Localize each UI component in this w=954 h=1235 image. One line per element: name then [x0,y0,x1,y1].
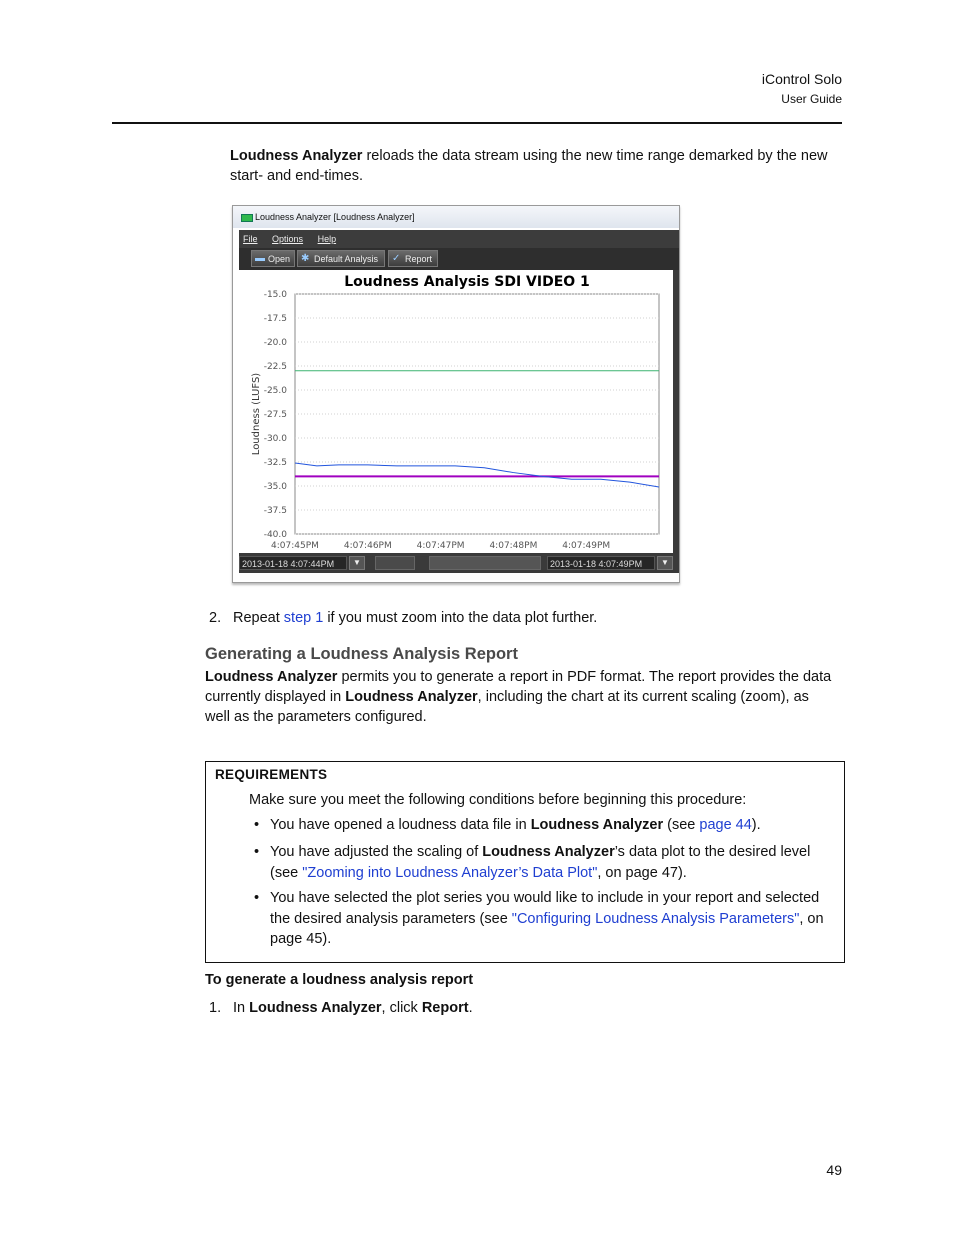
req1-mid: (see [663,817,700,833]
req1-bold: Loudness Analyzer [530,817,664,833]
section-text-1: permits you to generate a report in PDF format. The report provides the data currently displayed in [205,669,832,705]
header-rule [112,122,842,124]
menubar [239,230,679,248]
step-text: Repeat [233,610,284,626]
start-time-dropdown-icon[interactable]: ▼ [349,556,365,570]
requirements-intro: Make sure you meet the following conditions before beginning this procedure: [249,792,747,808]
step-2 [209,608,597,628]
doc-title: iControl Solo [761,71,842,87]
y-tick-label: -25.0 [263,386,287,396]
req1-post: ). [751,817,761,833]
time-range-bar [239,553,679,573]
bullet-icon: • [254,890,260,906]
x-tick-label: 4:07:48PM [489,541,538,551]
proc-pre: In [233,1000,250,1016]
y-axis-label: Loudness (LUFS) [251,372,262,456]
page-44-link[interactable]: page 44 [699,817,752,833]
default-analysis-label: Default Analysis [314,254,379,264]
procedure-step-number: 1. [209,1000,222,1016]
step-1-link[interactable]: step 1 [283,610,324,626]
range-left-handle[interactable] [375,556,415,570]
end-time-field[interactable]: 2013-01-18 4:07:49PM [547,556,655,570]
page-number: 49 [826,1162,842,1178]
end-time-dropdown-icon[interactable]: ▼ [657,556,673,570]
y-tick-label: -40.0 [263,530,287,540]
menu-file[interactable]: File [243,234,258,244]
window-title: Loudness Analyzer [Loudness Analyzer] [255,212,415,222]
chart-title: Loudness Analysis SDI VIDEO 1 [344,274,590,290]
report-label: Report [405,254,433,264]
start-time-field[interactable]: 2013-01-18 4:07:44PM [239,556,347,570]
app-icon [241,214,253,222]
y-tick-label: -27.5 [263,410,287,420]
folder-icon: ▬ [255,253,265,264]
step-text-end: if you must zoom into the data plot further. [323,610,598,626]
intro-text: reloads the data stream using the new time range demarked by the new start- and end-times. [230,148,828,184]
bullet-icon: • [254,817,260,833]
chart-area [239,270,679,552]
menu-options[interactable]: Options [272,234,304,244]
proc-mid: , click [381,1000,422,1016]
section-heading: Generating a Loudness Analysis Report [205,645,518,663]
req2-mid: ’s data plot to the desired level (see [270,844,811,881]
y-tick-label: -22.5 [263,362,287,372]
section-bold-1: Loudness Analyzer [205,669,338,685]
open-button[interactable] [251,250,295,267]
range-slider[interactable] [429,556,541,570]
procedure-step-1 [209,998,473,1018]
y-tick-label: -32.5 [263,458,287,468]
intro-paragraph [230,146,840,186]
requirement-item-2 [270,842,835,883]
y-tick-label: -30.0 [263,434,287,444]
req2-pre: You have adjusted the scaling of [270,844,483,860]
section-bold-2: Loudness Analyzer [345,689,478,705]
section-paragraph [205,667,837,727]
y-tick-label: -17.5 [263,314,287,324]
analysis-icon: ✱ [301,253,310,264]
x-tick-label: 4:07:49PM [562,541,611,551]
y-tick-label: -37.5 [263,506,287,516]
doc-subtitle: User Guide [781,92,842,106]
procedure-heading: To generate a loudness analysis report [205,972,474,988]
open-label: Open [268,254,291,264]
requirements-heading: REQUIREMENTS [215,767,328,782]
y-tick-label: -20.0 [263,338,287,348]
toolbar [239,248,679,270]
menu-help[interactable]: Help [317,234,337,244]
proc-bold-1: Loudness Analyzer [249,1000,382,1016]
zooming-link[interactable]: "Zooming into Loudness Analyzer’s Data Plot" [302,864,598,881]
section-text-2: , including the chart at its current scaling (zoom), as well as the parameters configured. [205,689,809,725]
window-titlebar [233,206,679,228]
requirement-item-1 [270,815,835,836]
default-analysis-button[interactable] [297,250,385,267]
req1-pre: You have opened a loudness data file in [270,817,531,833]
x-tick-label: 4:07:45PM [271,541,319,551]
req2-post: , on page 47). [597,864,687,881]
check-icon: ✓ [392,253,401,264]
x-tick-label: 4:07:47PM [416,541,465,551]
loudness-chart [239,270,679,552]
y-tick-label: -15.0 [263,290,287,300]
req3-pre: You have selected the plot series you would like to include in your report and selected the desired analysis parameters (see [270,890,820,927]
scroll-edge [673,270,679,573]
configuring-link[interactable]: "Configuring Loudness Analysis Parameters" [511,910,800,927]
proc-post: . [468,1000,473,1016]
requirement-item-3 [270,888,835,950]
x-tick-label: 4:07:46PM [343,541,392,551]
req2-bold: Loudness Analyzer [482,844,615,860]
report-button[interactable] [388,250,438,267]
intro-bold: Loudness Analyzer [230,148,363,164]
step-number: 2. [209,610,222,626]
req3-post: , on page 45). [270,910,824,947]
y-tick-label: -35.0 [263,482,287,492]
proc-bold-2: Report [421,1000,469,1016]
bullet-icon: • [254,844,260,860]
requirements-box [205,761,845,963]
loudness-analyzer-window [232,205,680,583]
